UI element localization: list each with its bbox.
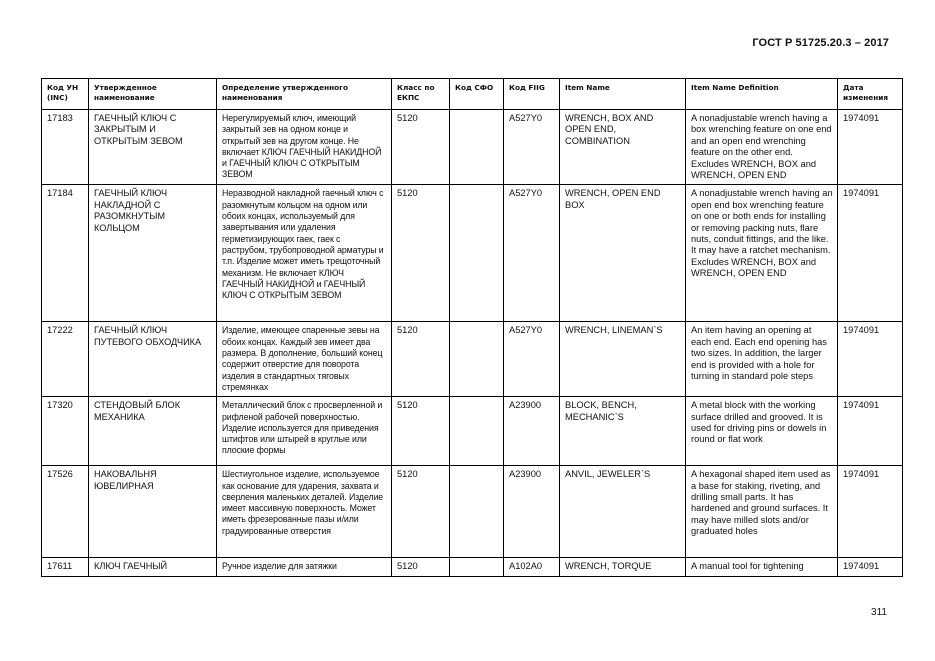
table-row <box>42 558 903 577</box>
cell-inc: 17611 <box>42 558 89 577</box>
cell-item-name: BLOCK, BENCH, MECHANIC`S <box>560 397 686 466</box>
cell-change-date: 1974091 <box>838 185 903 322</box>
column-header-change-date: Дата изменения <box>838 79 903 110</box>
cell-definition: Неразводной накладной гаечный ключ с разомкнутым кольцом на одном или обоих концах, используемый для завертывания или удаления герметизирующих гаек, гаек с раструбом, трубопроводной арматуры и т.п. Изделие может иметь трещоточный механизм. Не включает КЛЮЧ ГАЕЧНЫЙ НАКИДНОЙ и ГАЕЧНЫЙ КЛЮЧ С ОТКРЫТЫМ ЗЕВОМ <box>217 185 392 322</box>
cell-approved-name: КЛЮЧ ГАЕЧНЫЙ <box>89 558 217 577</box>
cell-sfo-code <box>450 466 504 558</box>
cell-inc: 17320 <box>42 397 89 466</box>
column-header-item-name: Item Name <box>560 79 686 110</box>
cell-ekps-class: 5120 <box>392 397 450 466</box>
table-row <box>42 110 903 185</box>
column-header-sfo-code: Код СФО <box>450 79 504 110</box>
cell-definition: Изделие, имеющее спаренные зевы на обоих концах. Каждый зев имеет два размера. В дополнение, больший конец содержит отверстие для поворота изделия в стандартных тяговых стремянках <box>217 322 392 397</box>
cell-approved-name: НАКОВАЛЬНЯ ЮВЕЛИРНАЯ <box>89 466 217 558</box>
cell-item-name-definition: A nonadjustable wrench having an open end box wrenching feature on one or both ends for installing or removing packing nuts, flare nuts, conduit fittings, and the like. It may have a ratchet mechanism. Excludes WRENCH, BOX and WRENCH, OPEN END <box>686 185 838 322</box>
cell-inc: 17222 <box>42 322 89 397</box>
cell-fiig-code: A527Y0 <box>504 185 560 322</box>
cell-approved-name: СТЕНДОВЫЙ БЛОК МЕХАНИКА <box>89 397 217 466</box>
cell-inc: 17183 <box>42 110 89 185</box>
cell-sfo-code <box>450 185 504 322</box>
cell-sfo-code <box>450 110 504 185</box>
cell-item-name-definition: A manual tool for tightening <box>686 558 838 577</box>
cell-sfo-code <box>450 558 504 577</box>
cell-item-name: WRENCH, OPEN END BOX <box>560 185 686 322</box>
document-title: ГОСТ Р 51725.20.3 – 2017 <box>752 37 889 49</box>
column-header-inc: Код УН (INC) <box>42 79 89 110</box>
cell-ekps-class: 5120 <box>392 466 450 558</box>
cell-item-name: WRENCH, TORQUE <box>560 558 686 577</box>
cell-approved-name: ГАЕЧНЫЙ КЛЮЧ ПУТЕВОГО ОБХОДЧИКА <box>89 322 217 397</box>
cell-definition: Ручное изделие для затяжки <box>217 558 392 577</box>
cell-ekps-class: 5120 <box>392 558 450 577</box>
cell-item-name: ANVIL, JEWELER`S <box>560 466 686 558</box>
cell-item-name-definition: A hexagonal shaped item used as a base for staking, riveting, and drilling small parts. It has hardened and ground surfaces. It may have milled slots and/or graduated holes <box>686 466 838 558</box>
page-number: 311 <box>871 607 887 618</box>
table-header-row <box>42 79 903 110</box>
cell-sfo-code <box>450 322 504 397</box>
cell-inc: 17526 <box>42 466 89 558</box>
cell-definition: Нерегулируемый ключ, имеющий закрытый зев на одном конце и открытый зев на другом конце. Не включает КЛЮЧ ГАЕЧНЫЙ НАКИДНОЙ и ГАЕЧНЫЙ КЛЮЧ С ОТКРЫТЫМ ЗЕВОМ <box>217 110 392 185</box>
cell-change-date: 1974091 <box>838 558 903 577</box>
column-header-ekps-class: Класс по ЕКПС <box>392 79 450 110</box>
column-header-item-name-definition: Item Name Definition <box>686 79 838 110</box>
cell-ekps-class: 5120 <box>392 110 450 185</box>
table-row <box>42 185 903 322</box>
cell-change-date: 1974091 <box>838 110 903 185</box>
cell-approved-name: ГАЕЧНЫЙ КЛЮЧ С ЗАКРЫТЫМ И ОТКРЫТЫМ ЗЕВОМ <box>89 110 217 185</box>
column-header-fiig-code: Код FIIG <box>504 79 560 110</box>
cell-change-date: 1974091 <box>838 397 903 466</box>
column-header-definition: Определение утвержденного наименования <box>217 79 392 110</box>
cell-approved-name: ГАЕЧНЫЙ КЛЮЧ НАКЛАДНОЙ С РАЗОМКНУТЫМ КОЛЬЦОМ <box>89 185 217 322</box>
cell-ekps-class: 5120 <box>392 322 450 397</box>
cell-sfo-code <box>450 397 504 466</box>
cell-item-name-definition: A metal block with the working surface drilled and grooved. It is used for driving pins or dowels in round or flat work <box>686 397 838 466</box>
item-name-table <box>41 78 903 577</box>
cell-fiig-code: A527Y0 <box>504 110 560 185</box>
cell-item-name-definition: A nonadjustable wrench having a box wrenching feature on one end and an open end wrenching feature on the other end. Excludes WRENCH, BOX and WRENCH, OPEN END <box>686 110 838 185</box>
cell-inc: 17184 <box>42 185 89 322</box>
cell-item-name: WRENCH, BOX AND OPEN END, COMBINATION <box>560 110 686 185</box>
cell-fiig-code: A527Y0 <box>504 322 560 397</box>
cell-fiig-code: A23900 <box>504 466 560 558</box>
cell-item-name-definition: An item having an opening at each end. Each end opening has two sizes. In addition, the larger end is provided with a hole for turning in standard pole steps <box>686 322 838 397</box>
cell-change-date: 1974091 <box>838 466 903 558</box>
cell-ekps-class: 5120 <box>392 185 450 322</box>
cell-definition: Шестиугольное изделие, используемое как основание для ударения, захвата и сверления маленьких деталей. Изделие имеет массивную поверхность. Может иметь фрезерованные пазы и/или градуированные отверстия <box>217 466 392 558</box>
table-row <box>42 397 903 466</box>
cell-fiig-code: A102A0 <box>504 558 560 577</box>
cell-definition: Металлический блок с просверленной и рифленой рабочей поверхностью. Изделие используется для приведения штифтов или штырей в круглые или плоские формы <box>217 397 392 466</box>
column-header-approved-name: Утвержденное наименование <box>89 79 217 110</box>
cell-item-name: WRENCH, LINEMAN`S <box>560 322 686 397</box>
table-row <box>42 322 903 397</box>
cell-fiig-code: A23900 <box>504 397 560 466</box>
cell-change-date: 1974091 <box>838 322 903 397</box>
table-row <box>42 466 903 558</box>
